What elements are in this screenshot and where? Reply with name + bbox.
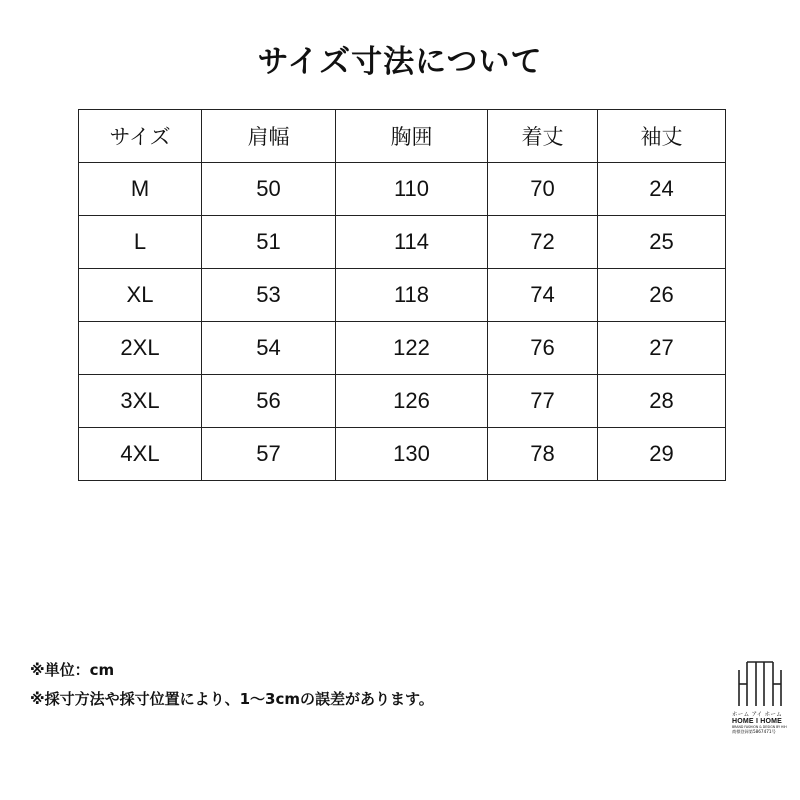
shoulder-cell: 51 [202, 216, 336, 269]
size-cell: M [79, 163, 202, 216]
notes [30, 656, 434, 714]
header-chest: 胸囲 [336, 110, 488, 163]
sleeve-cell: 26 [598, 269, 726, 322]
shoulder-cell: 56 [202, 375, 336, 428]
sleeve-cell: 27 [598, 322, 726, 375]
sleeve-cell: 25 [598, 216, 726, 269]
size-table [78, 109, 726, 481]
length-cell: 74 [488, 269, 598, 322]
brand-logo [732, 660, 794, 735]
chest-cell: 126 [336, 375, 488, 428]
header-length: 着丈 [488, 110, 598, 163]
logo-registration: 商標登録第5867471号 [732, 729, 776, 734]
table-row [79, 322, 726, 375]
unit-note: ※単位：cm [30, 661, 115, 679]
sleeve-cell: 29 [598, 428, 726, 481]
shoulder-cell: 53 [202, 269, 336, 322]
page-title: サイズ寸法について [257, 44, 543, 80]
length-cell: 78 [488, 428, 598, 481]
table-row [79, 375, 726, 428]
chest-cell: 110 [336, 163, 488, 216]
logo-name: HOME I HOME [732, 718, 783, 725]
shoulder-cell: 54 [202, 322, 336, 375]
header-shoulder-width: 肩幅 [202, 110, 336, 163]
chest-cell: 122 [336, 322, 488, 375]
chest-cell: 130 [336, 428, 488, 481]
size-cell: 3XL [79, 375, 202, 428]
size-cell: 2XL [79, 322, 202, 375]
shoulder-cell: 50 [202, 163, 336, 216]
chest-cell: 118 [336, 269, 488, 322]
table-header-row [79, 110, 726, 163]
hih-monogram-icon [736, 660, 784, 708]
shoulder-cell: 57 [202, 428, 336, 481]
table-row [79, 163, 726, 216]
header-sleeve-length: 袖丈 [598, 110, 726, 163]
size-cell: XL [79, 269, 202, 322]
table-row [79, 269, 726, 322]
length-cell: 76 [488, 322, 598, 375]
table-row [79, 428, 726, 481]
size-cell: 4XL [79, 428, 202, 481]
table-row [79, 216, 726, 269]
sleeve-cell: 24 [598, 163, 726, 216]
logo-tagline: BRAND FASHION & DESIGN BY HIH [732, 725, 787, 729]
length-cell: 72 [488, 216, 598, 269]
length-cell: 70 [488, 163, 598, 216]
measurement-error-note: ※採寸方法や採寸位置により、1～3cmの誤差があります。 [30, 690, 434, 708]
size-cell: L [79, 216, 202, 269]
header-size: サイズ [79, 110, 202, 163]
logo-kana: ホーム アイ ホーム [732, 712, 783, 718]
length-cell: 77 [488, 375, 598, 428]
chest-cell: 114 [336, 216, 488, 269]
sleeve-cell: 28 [598, 375, 726, 428]
